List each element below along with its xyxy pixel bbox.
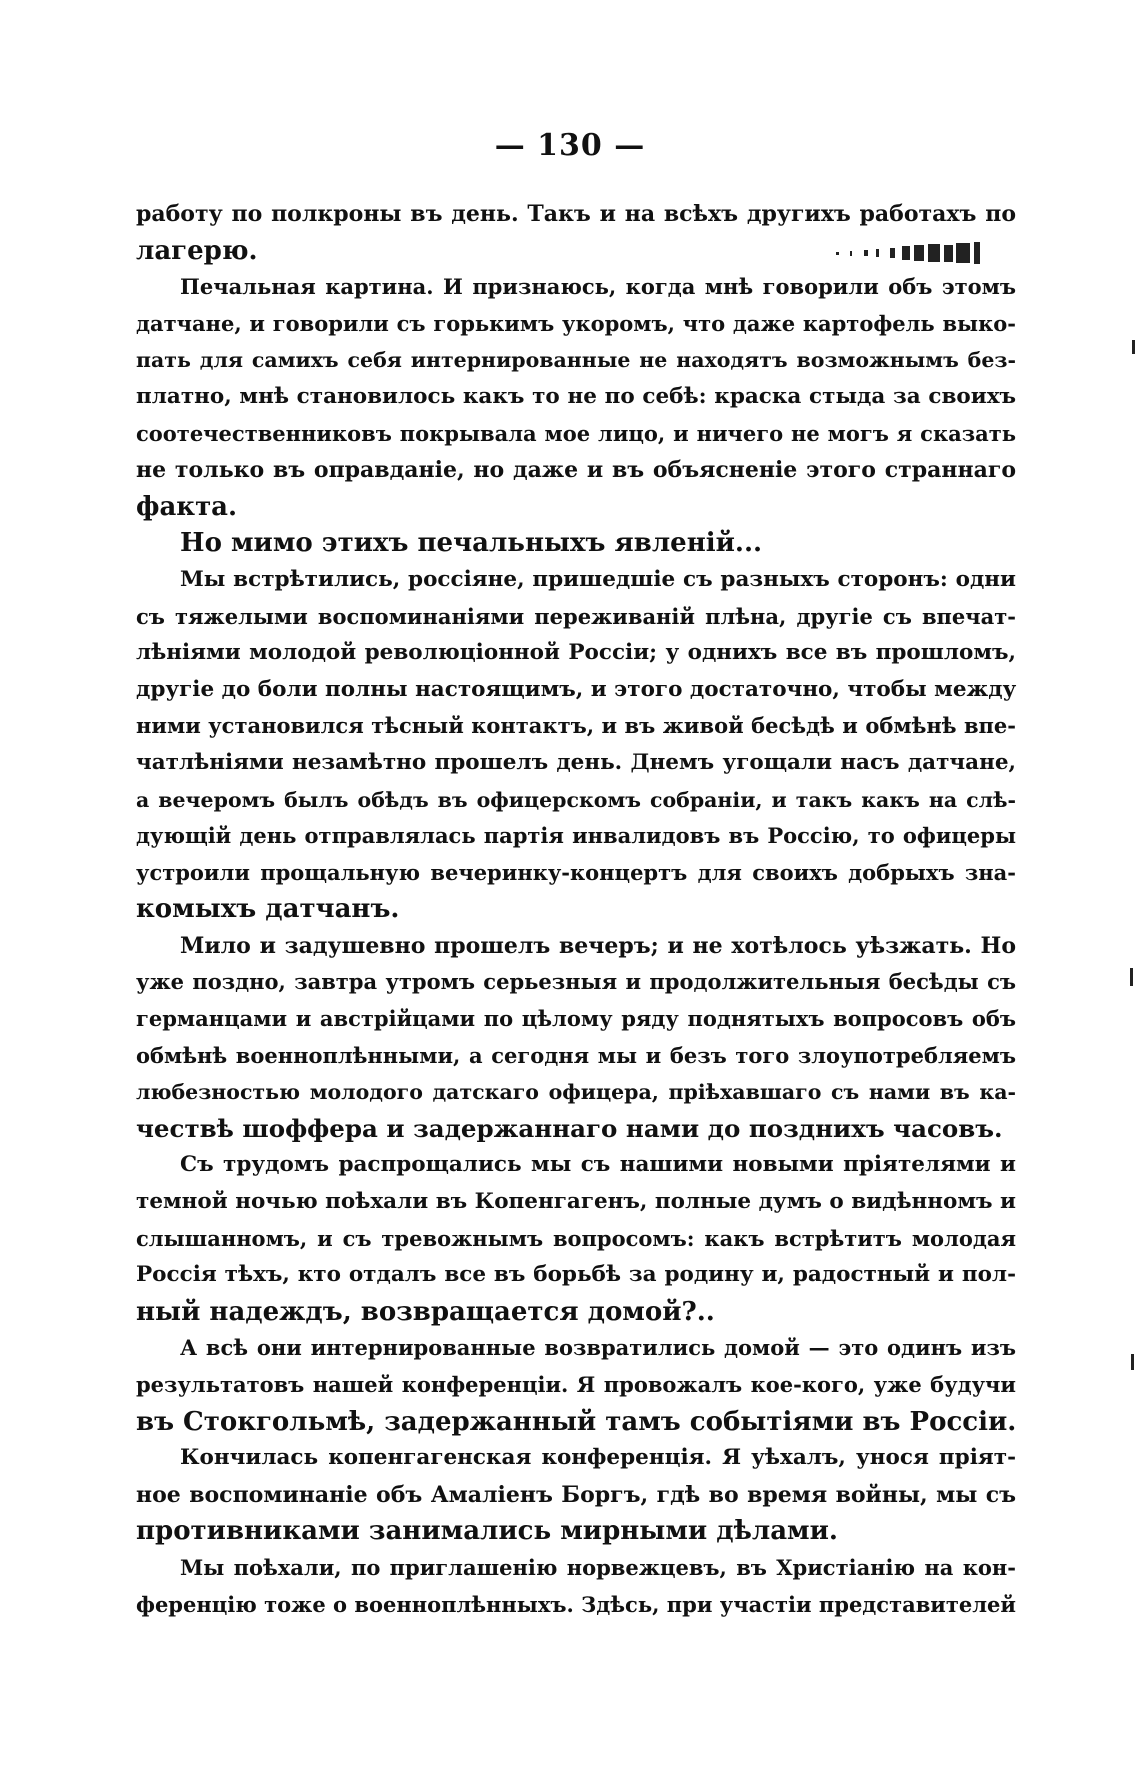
text-line: А всѣ они интернированные возвратились домой — это одинъ изъ (180, 1335, 1016, 1361)
text-line: ференцію тоже о военноплѣнныхъ. Здѣсь, при участіи представителей (136, 1591, 1016, 1617)
body-text (136, 196, 1016, 1623)
text-line: лѣніями молодой революціонной Россіи; у однихъ все въ прошломъ, (136, 640, 1016, 666)
text-line: Кончилась копенгагенская конференція. Я уѣхалъ, унося пріят- (180, 1445, 1016, 1471)
text-line: съ тяжелыми воспоминаніями переживаній плѣна, другіе съ впечат- (136, 603, 1016, 629)
text-line: другіе до боли полны настоящимъ, и этого достаточно, чтобы между (136, 676, 1017, 702)
text-line: ный надеждъ, возвращается домой?.. (136, 1296, 715, 1327)
text-line: лагерю. (136, 235, 258, 266)
text-line: Мы встрѣтились, россіяне, пришедшіе съ разныхъ сторонъ: одни (180, 566, 1016, 592)
text-line: чатлѣніями незамѣтно прошелъ день. Днемъ угощали насъ датчане, (136, 749, 1016, 775)
margin-mark (1131, 1354, 1134, 1370)
text-line: Но мимо этихъ печальныхъ явленій... (180, 528, 763, 559)
text-line: Печальная картина. И признаюсь, когда мнѣ говорили объ этомъ (180, 274, 1016, 300)
text-line: дующій день отправлялась партія инвалидовъ въ Россію, то офицеры (136, 823, 1016, 849)
text-line: работу по полкроны въ день. Такъ и на всѣхъ другихъ работахъ по (136, 201, 1016, 227)
text-line: въ Стокгольмѣ, задержанный тамъ событіями въ Россіи. (136, 1406, 1017, 1437)
text-line: а вечеромъ былъ обѣдъ въ офицерскомъ собраніи, и такъ какъ на слѣ- (136, 787, 1016, 812)
margin-mark (1132, 340, 1135, 354)
text-line: любезностью молодого датскаго офицера, пріѣхавшаго съ нами въ ка- (136, 1080, 1016, 1105)
text-line: устроили прощальную вечеринку-концертъ для своихъ добрыхъ зна- (136, 859, 1016, 885)
text-line: не только въ оправданіе, но даже и въ объясненіе этого страннаго (136, 457, 1016, 484)
page-number: — 130 — (494, 128, 646, 163)
text-line: платно, мнѣ становилось какъ то не по себѣ: краска стыда за своихъ (136, 383, 1016, 409)
text-line: противниками занимались мирными дѣлами. (136, 1516, 838, 1547)
text-line: соотечественниковъ покрывала мое лицо, и ничего не могъ я сказать (136, 420, 1016, 446)
text-line: германцами и австрійцами по цѣлому ряду поднятыхъ вопросовъ объ (136, 1006, 1016, 1032)
text-line: факта. (136, 491, 238, 522)
text-line: Мы поѣхали, по приглашенію норвежцевъ, въ Христіанію на кон- (180, 1554, 1016, 1580)
text-line: слышанномъ, и съ тревожнымъ вопросомъ: какъ встрѣтитъ молодая (136, 1225, 1016, 1251)
text-line: ними установился тѣсный контактъ, и въ живой бесѣдѣ и обмѣнѣ впе- (136, 713, 1016, 739)
margin-mark (1130, 968, 1133, 986)
text-line: чествѣ шоффера и задержаннаго нами до позднихъ часовъ. (136, 1113, 1003, 1143)
text-line: результатовъ нашей конференціи. Я провожалъ кое-кого, уже будучи (136, 1372, 1016, 1397)
text-line: уже поздно, завтра утромъ серьезныя и продолжительныя бесѣды съ (136, 969, 1016, 995)
text-line: обмѣнѣ военноплѣнными, а сегодня мы и безъ того злоупотребляемъ (136, 1042, 1016, 1068)
text-line: пать для самихъ себя интернированные не находятъ возможнымъ без- (136, 348, 1016, 373)
text-line: комыхъ датчанъ. (136, 894, 400, 925)
text-line: темной ночью поѣхали въ Копенгагенъ, полные думъ о видѣнномъ и (136, 1189, 1016, 1215)
text-line: ное воспоминаніе объ Амаліенъ Боргъ, гдѣ во время войны, мы съ (136, 1481, 1016, 1508)
text-line: Съ трудомъ распрощались мы съ нашими новыми пріятелями и (180, 1152, 1016, 1178)
text-line: Россія тѣхъ, кто отдалъ все въ борьбѣ за родину и, радостный и пол- (136, 1262, 1016, 1288)
text-line: Мило и задушевно прошелъ вечеръ; и не хотѣлось уѣзжать. Но (180, 932, 1016, 959)
text-line: датчане, и говорили съ горькимъ укоромъ, что даже картофель выко- (136, 310, 1016, 336)
